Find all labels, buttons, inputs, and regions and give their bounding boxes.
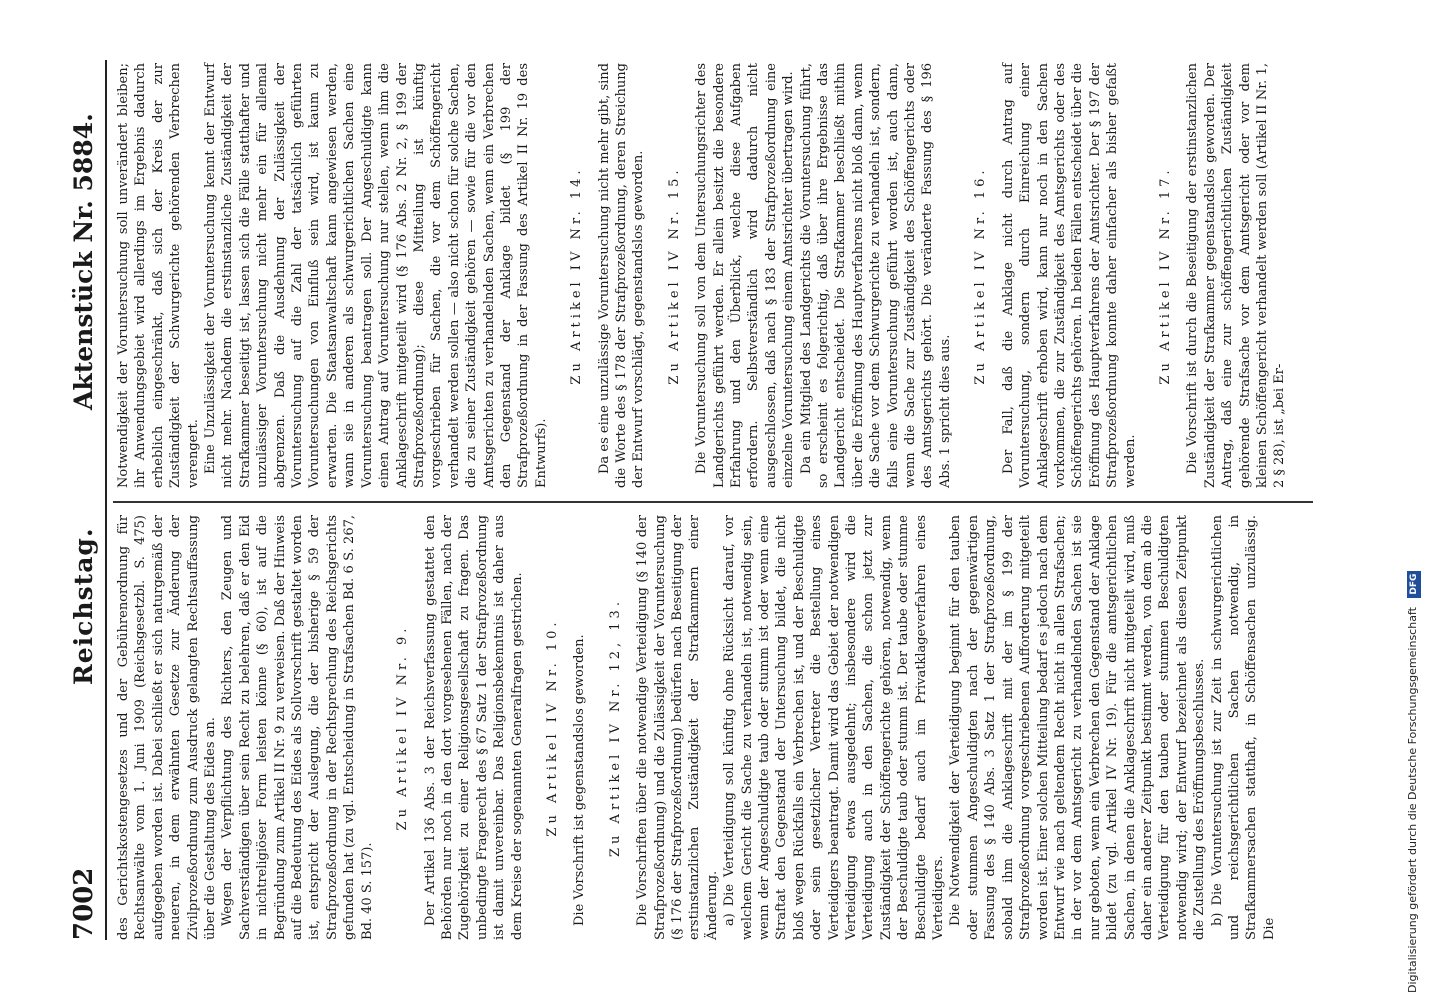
paragraph: Der Artikel 136 Abs. 3 der Reichsverfassung gestattet den Behörden nur noch in den dort vorgesehenen Fällen, nach der Zugehörigkeit zu einer Religionsgesellschaft zu fragen. Das unbedingte Fragerecht des § 67 Satz 1 der Strafprozeßordnung ist damit unvereinbar. Das Religionsbekenntnis ist daher aus dem Kreise der sogenannten Generalfragen gestrichen. [422,515,525,940]
section-heading: Zu Artikel IV Nr. 10. [544,618,560,837]
section-heading: Zu Artikel IV Nr. 17. [1157,166,1173,385]
rotated-document-page [65,60,1375,940]
paragraph: Die Vorschrift ist durch die Beseitigung der erstinstanzlichen Zuständigkeit der Strafkammer gegenstandslos geworden. Der Antrag, daß eine zur schöffengerichtlichen Zuständigkeit gehörende Strafsache vor dem Amtsgericht oder vor dem kleinen Schöffengericht verhandelt werden soll (Artikel II Nr. 1, 2 § 28), ist „bei Er- [1185,63,1288,488]
paragraph: Die Vorschrift ist gegenstandslos geworden. [572,634,588,926]
page-number: 7002 [69,867,99,940]
right-column [115,63,1289,488]
paragraph: Eine Unzulässigkeit der Voruntersuchung kennt der Entwurf nicht mehr. Nachdem die erstinstanzliche Zuständigkeit der Strafkammer beseitigt ist, lassen sich die Fälle statthafter und unzulässiger Voruntersuchung nicht mehr ein für allemal abgrenzen. Daß die Ausdehnung der Zulässigkeit der Voruntersuchung auf die Zahl der tatsächlich geführten Voruntersuchungen von Einfluß sein wird, ist kaum zu erwarten. Die Staatsanwaltschaft kann angewiesen werden, wann sie in anderen als schwurgerichtlichen Sachen eine Voruntersuchung beantragen soll. Der Angeschuldigte kann einen Antrag auf Voruntersuchung nur stellen, wenn ihm die Anklageschrift mitgeteilt wird (§ 176 Abs. 2 Nr. 2, § 199 der Strafprozeßordnung); diese Mitteilung ist künftig vorgeschrieben für Sachen, die vor dem Schöffengericht verhandelt werden sollen — also nicht schon für solche Sachen, die zu seiner Zuständigkeit gehören — sowie für die vor den Amtsgerichten zu verhandelnden Sachen, wenn ein Verbrechen den Gegenstand der Anklage bildet (§ 199 der Strafprozeßordnung in der Fassung des Artikel II Nr. 19 des Entwurfs). [203,63,549,488]
section-heading: Zu Artikel IV Nr. 12, 13. [607,598,623,857]
left-column [115,515,1278,940]
paragraph: Da ein Mitglied des Landgerichts die Voruntersuchung führt, so erscheint es folgerichtig, daß über ihre Ergebnisse das Landgericht entscheidet. Die Strafkammer beschließt mithin über die Eröffnung des Hauptverfahrens nicht bloß dann, wenn die Sache vor dem Schwurgerichte zu verhandeln ist, sondern, falls eine Voruntersuchung geführt worden ist, auch dann, wenn die Sache zur Zuständigkeit des Schöffengerichts oder des Amtsgerichts gehört. Die veränderte Fassung des § 196 Abs. 1 spricht dies aus. [798,63,953,488]
paragraph: Die Vorschriften über die notwendige Verteidigung (§ 140 der Strafprozeßordnung) und die Zulässigkeit der Voruntersuchung (§ 176 der Strafprozeßordnung) bedürfen nach Beseitigung der erstinstanzlichen Zuständigkeit der Strafkammern einer Änderung. [635,515,720,940]
column-divider [113,501,1313,503]
header-right-title: Aktenstück Nr. 5884. [69,113,98,410]
dfg-logo: DFG [1407,571,1421,598]
paragraph: Die Notwendigkeit der Verteidigung beginnt für den tauben oder stummen Angeschuldigten nach der gegenwärtigen Fassung des § 140 Abs. 3 Satz 1 der Strafprozeßordnung, sobald ihm die Anklageschrift mit der im § 199 der Strafprozeßordnung vorgeschriebenen Aufforderung mitgeteilt worden ist. Einer solchen Mitteilung bedarf es jedoch nach dem Entwurf wie nach geltendem Recht nicht in allen Strafsachen; in der vor dem Amtsgericht zu verhandelnden Sachen ist sie nur geboten, wenn ein Verbrechen den Gegenstand der Anklage bildet (zu vgl. Artikel IV Nr. 19). Für die amtsgerichtlichen Sachen, in denen die Anklageschrift nicht mitgeteilt wird, muß daher ein anderer Zeitpunkt bestimmt werden, von dem ab die Verteidigung für den tauben oder stummen Beschuldigten notwendig wird; der Entwurf bezeichnet als diesen Zeitpunkt die Zustellung des Eröffnungsbeschlusses. [948,515,1208,940]
paragraph: Wegen der Verpflichtung des Richters, den Zeugen und Sachverständigen über sein Recht zu belehren, daß er den Eid in nichtreligiöser Form leisten könne (§ 60), ist auf die Begründung zum Artikel II Nr. 9 zu verweisen. Daß der Hinweis auf die Bedeutung des Eides als Sollvorschrift gestaltet worden ist, entspricht der Auslegung, die der bisherige § 59 der Strafprozeßordnung in der Rechtsprechung des Reichsgerichts gefunden hat (zu vgl. Entscheidung in Strafsachen Bd. 6 S. 267, Bd. 40 S. 157). [220,515,375,940]
page-header [65,60,107,940]
paragraph: Notwendigkeit der Voruntersuchung soll unverändert bleiben; ihr Anwendungsgebiet wird allerdings im Ergebnis dadurch erheblich eingeschränkt, daß sich der Kreis der zur Zuständigkeit der Schwurgerichte gehörenden Verbrechen verengert. [116,63,201,488]
paragraph: des Gerichtskostengesetzes und der Gebührenordnung für Rechtsanwälte vom 1. Juni 1909 (Reichsgesetzbl. S. 475) aufgegeben worden ist. Dabei schließt er sich naturgemäß der neueren, in dem erwähnten Gesetze zur Änderung der Zivilprozeßordnung zum Ausdruck gelangten Rechtsauffassung über die Gestaltung des Eides an. [116,515,219,940]
section-heading: Zu Artikel IV Nr. 15. [666,166,682,385]
paragraph: Die Voruntersuchung soll von dem Untersuchungsrichter des Landgerichts geführt werden. Er allein besitzt die besondere Erfahrung und den Überblick, welche diese Aufgaben erfordern. Selbstverständlich wird dadurch nicht ausgeschlossen, daß nach § 183 der Strafprozeßordnung eine einzelne Voruntersuchung einem Amtsrichter übertragen wird. [694,63,797,488]
header-left-title: Reichstag. [69,527,98,685]
paragraph: Da es eine unzulässige Voruntersuchung nicht mehr gibt, sind die Worte des § 178 der Strafprozeßordnung, deren Streichung der Entwurf vorschlägt, gegenstandslos geworden. [596,63,647,488]
section-heading: Zu Artikel IV Nr. 16. [973,166,989,385]
paragraph: Der Fall, daß die Anklage nicht durch Antrag auf Voruntersuchung, sondern durch Einreichung einer Anklageschrift erhoben wird, kann nur noch in den Sachen vorkommen, die zur Zuständigkeit des Amtsgerichts oder des Schöffengerichts gehören. In beiden Fällen entscheidet über die Eröffnung des Hauptverfahrens der Amtsrichter. Der § 197 der Strafprozeßordnung konnte daher einfacher als bisher gefaßt werden. [1000,63,1138,488]
section-heading: Zu Artikel IV Nr. 9. [395,624,411,831]
digitization-credit-text: Digitalisierung gefördert durch die Deutsche Forschungsgemeinschaft [1406,607,1419,993]
paragraph: a) Die Verteidigung soll künftig ohne Rücksicht darauf, vor welchem Gericht die Sache zu verhandeln ist, notwendig sein, wenn der Angeschuldigte taub oder stumm ist oder wenn eine Straftat den Gegenstand der Untersuchung bildet, die nicht bloß wegen Rückfalls ein Verbrechen ist, und der Beschuldigte oder sein gesetzlicher Vertreter die Bestellung eines Verteidigers beantragt. Damit wird das Gebiet der notwendigen Verteidigung etwas ausgedehnt; insbesondere wird die Verteidigung auch in den Sachen, die schon jetzt zur Zuständigkeit der Schöffengerichte gehören, notwendig, wenn der Beschuldigte taub oder stumm ist. Der taube oder stumme Beschuldigte bedarf auch im Privatklageverfahren eines Verteidigers. [722,515,947,940]
section-heading: Zu Artikel IV Nr. 14. [569,166,585,385]
paragraph: b) Die Voruntersuchung ist zur Zeit in schwurgerichtlichen und reichsgerichtlichen Sachen notwendig, in Strafkammersachen statthaft, in Schöffensachen unzulässig. Die [1209,515,1277,940]
digitization-credit [1402,8,1424,993]
